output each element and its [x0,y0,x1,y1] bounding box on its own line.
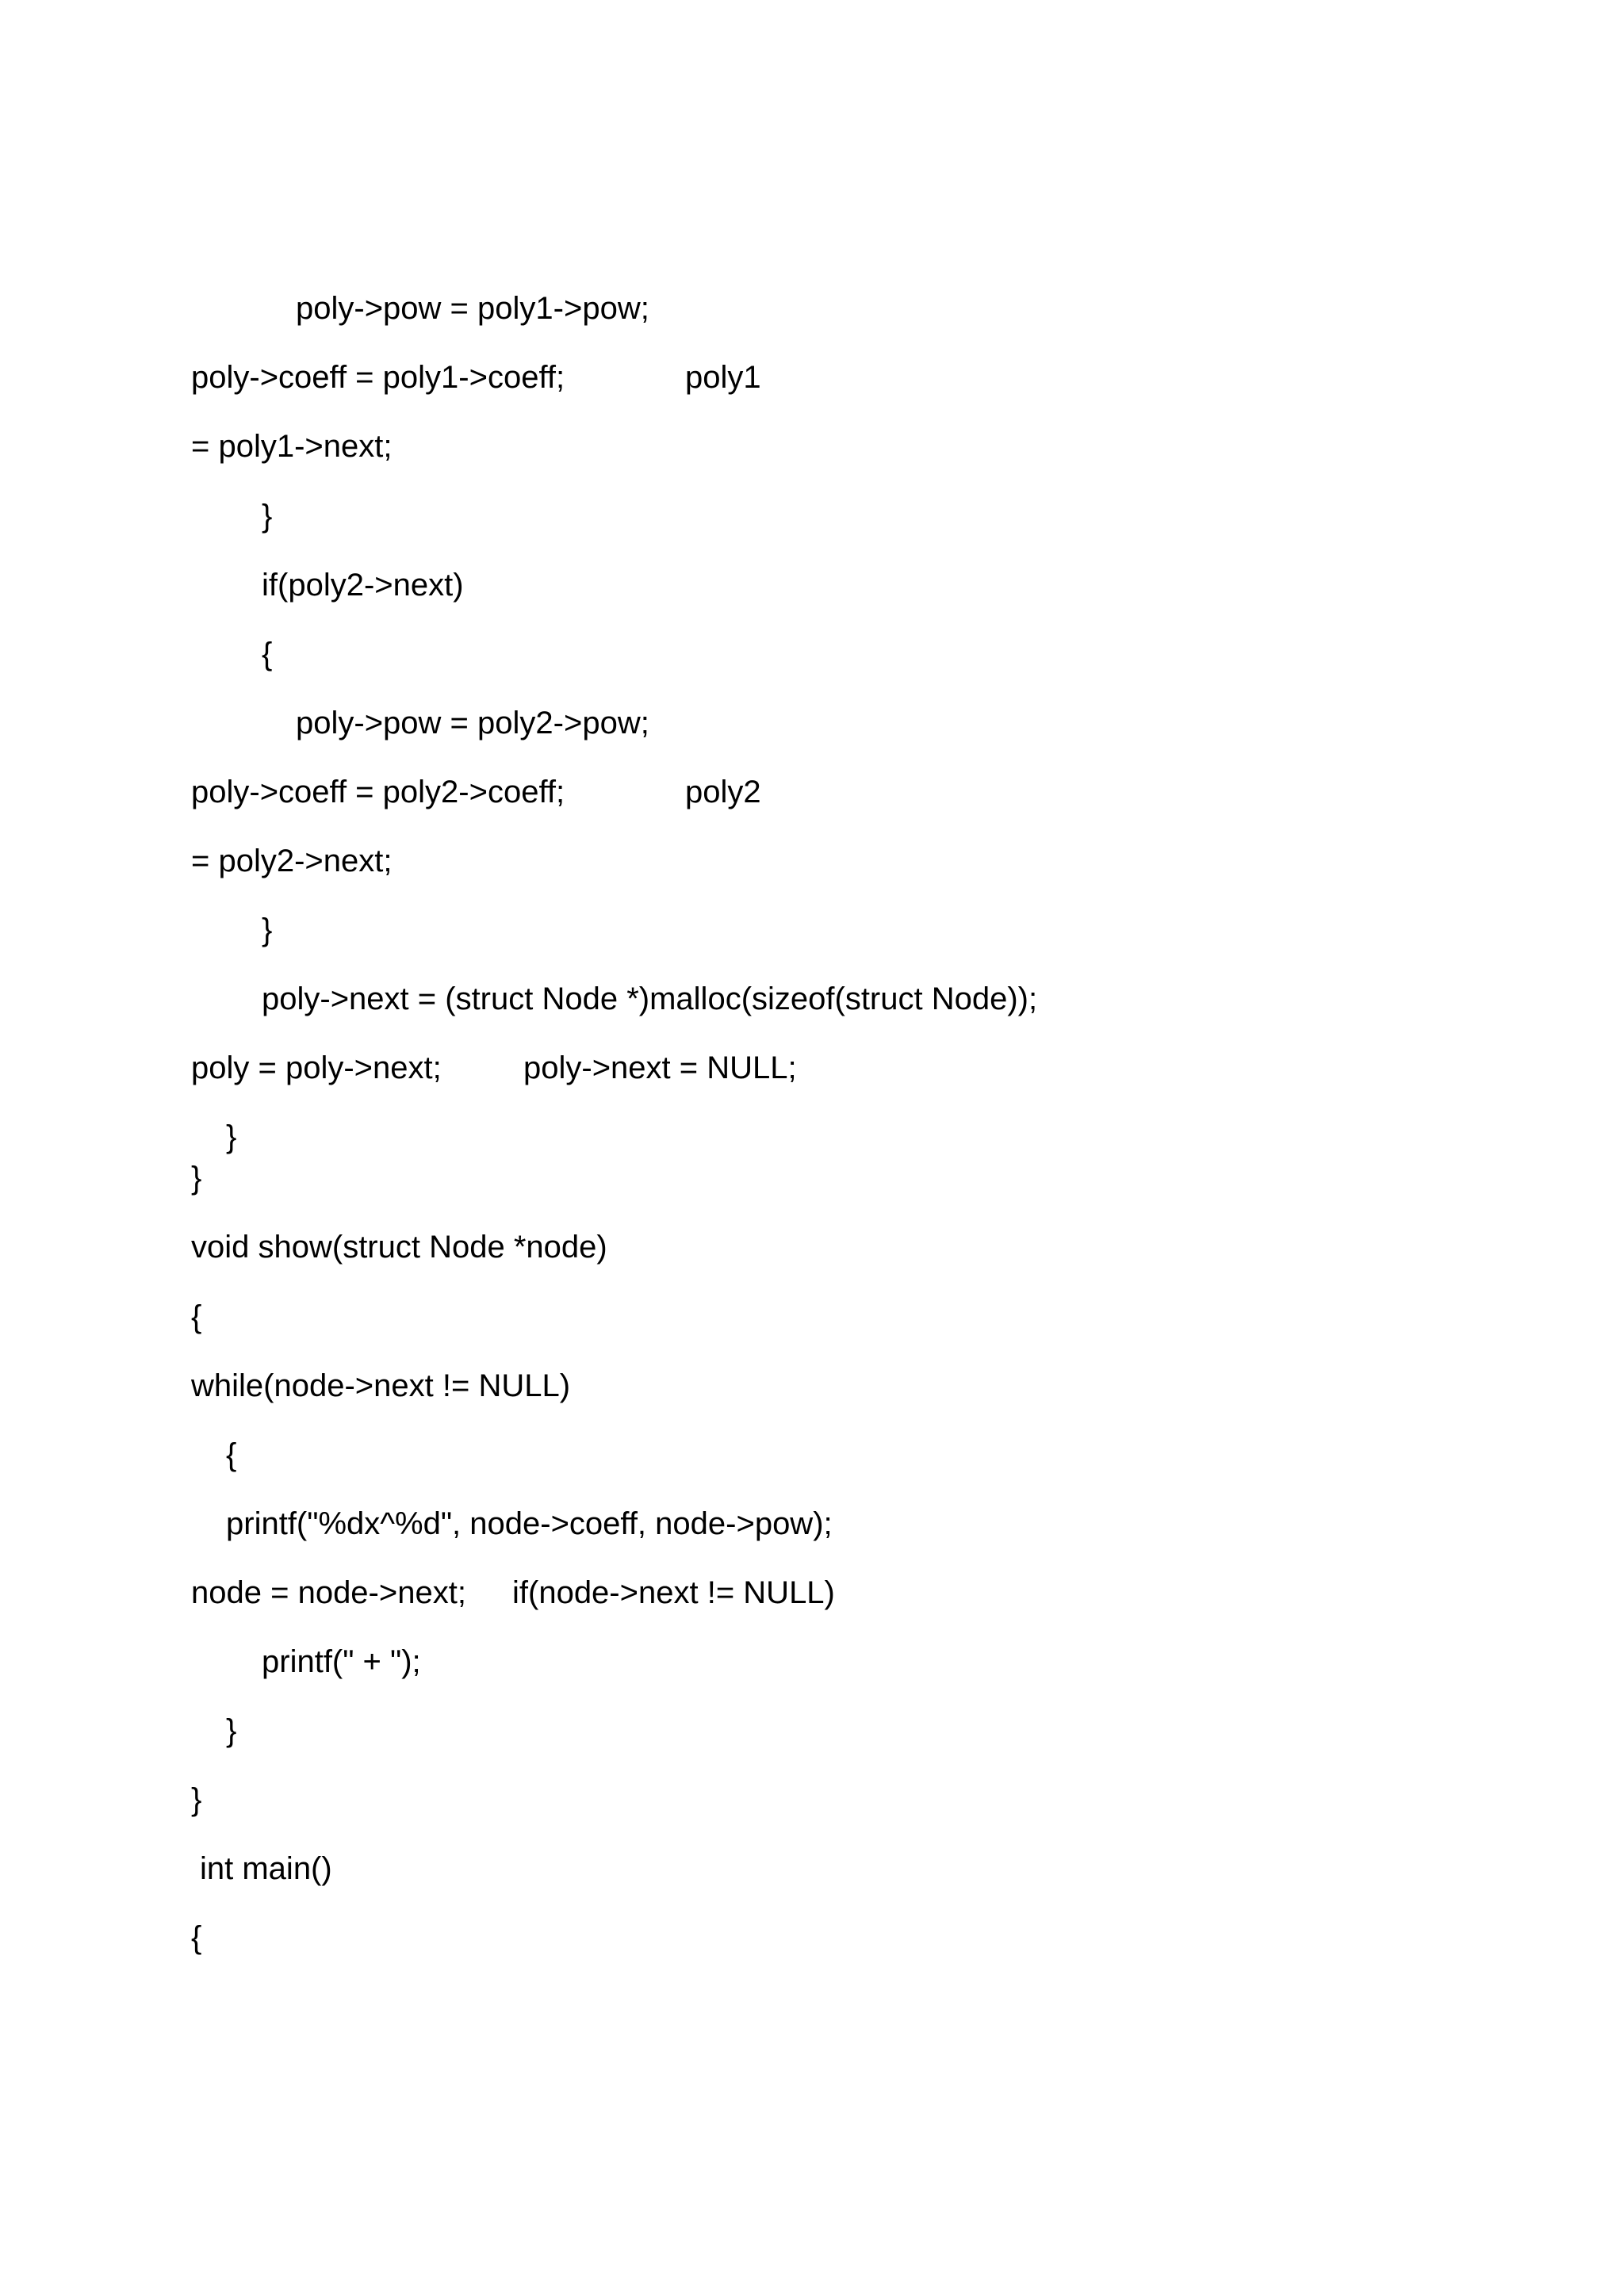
code-line: poly->next = NULL; [523,1050,797,1085]
code-line: poly1 [685,360,761,395]
code-line: int main() [200,1851,332,1886]
code-line: = poly2->next; [191,844,393,878]
code-line: void show(struct Node *node) [191,1230,607,1265]
code-line: } [191,1782,202,1817]
code-line: } [262,913,273,947]
code-line: { [191,1299,202,1334]
code-line: poly = poly->next; [191,1050,442,1085]
code-line: poly->next = (struct Node *)malloc(sizeof(struct Node)); [262,982,1038,1016]
code-line: poly->coeff = poly1->coeff; [191,360,565,395]
code-line: printf(" + "); [262,1644,421,1679]
code-line: = poly1->next; [191,429,393,464]
code-line: } [226,1713,237,1748]
code-line: while(node->next != NULL) [191,1368,571,1403]
code-line: poly->coeff = poly2->coeff; [191,775,565,809]
code-line: { [191,1920,202,1955]
code-line: { [226,1437,237,1472]
code-line: node = node->next; [191,1575,466,1610]
code-line: } [226,1119,237,1154]
code-line: poly2 [685,775,761,809]
code-line: if(node->next != NULL) [512,1575,835,1610]
code-line: poly->pow = poly1->pow; [296,291,649,326]
code-line: poly->pow = poly2->pow; [296,706,649,740]
code-line: printf("%dx^%d", node->coeff, node->pow); [226,1506,833,1541]
code-line: } [191,1161,202,1196]
code-line: { [262,637,273,672]
code-line: if(poly2->next) [262,568,464,603]
code-line: } [262,499,273,534]
